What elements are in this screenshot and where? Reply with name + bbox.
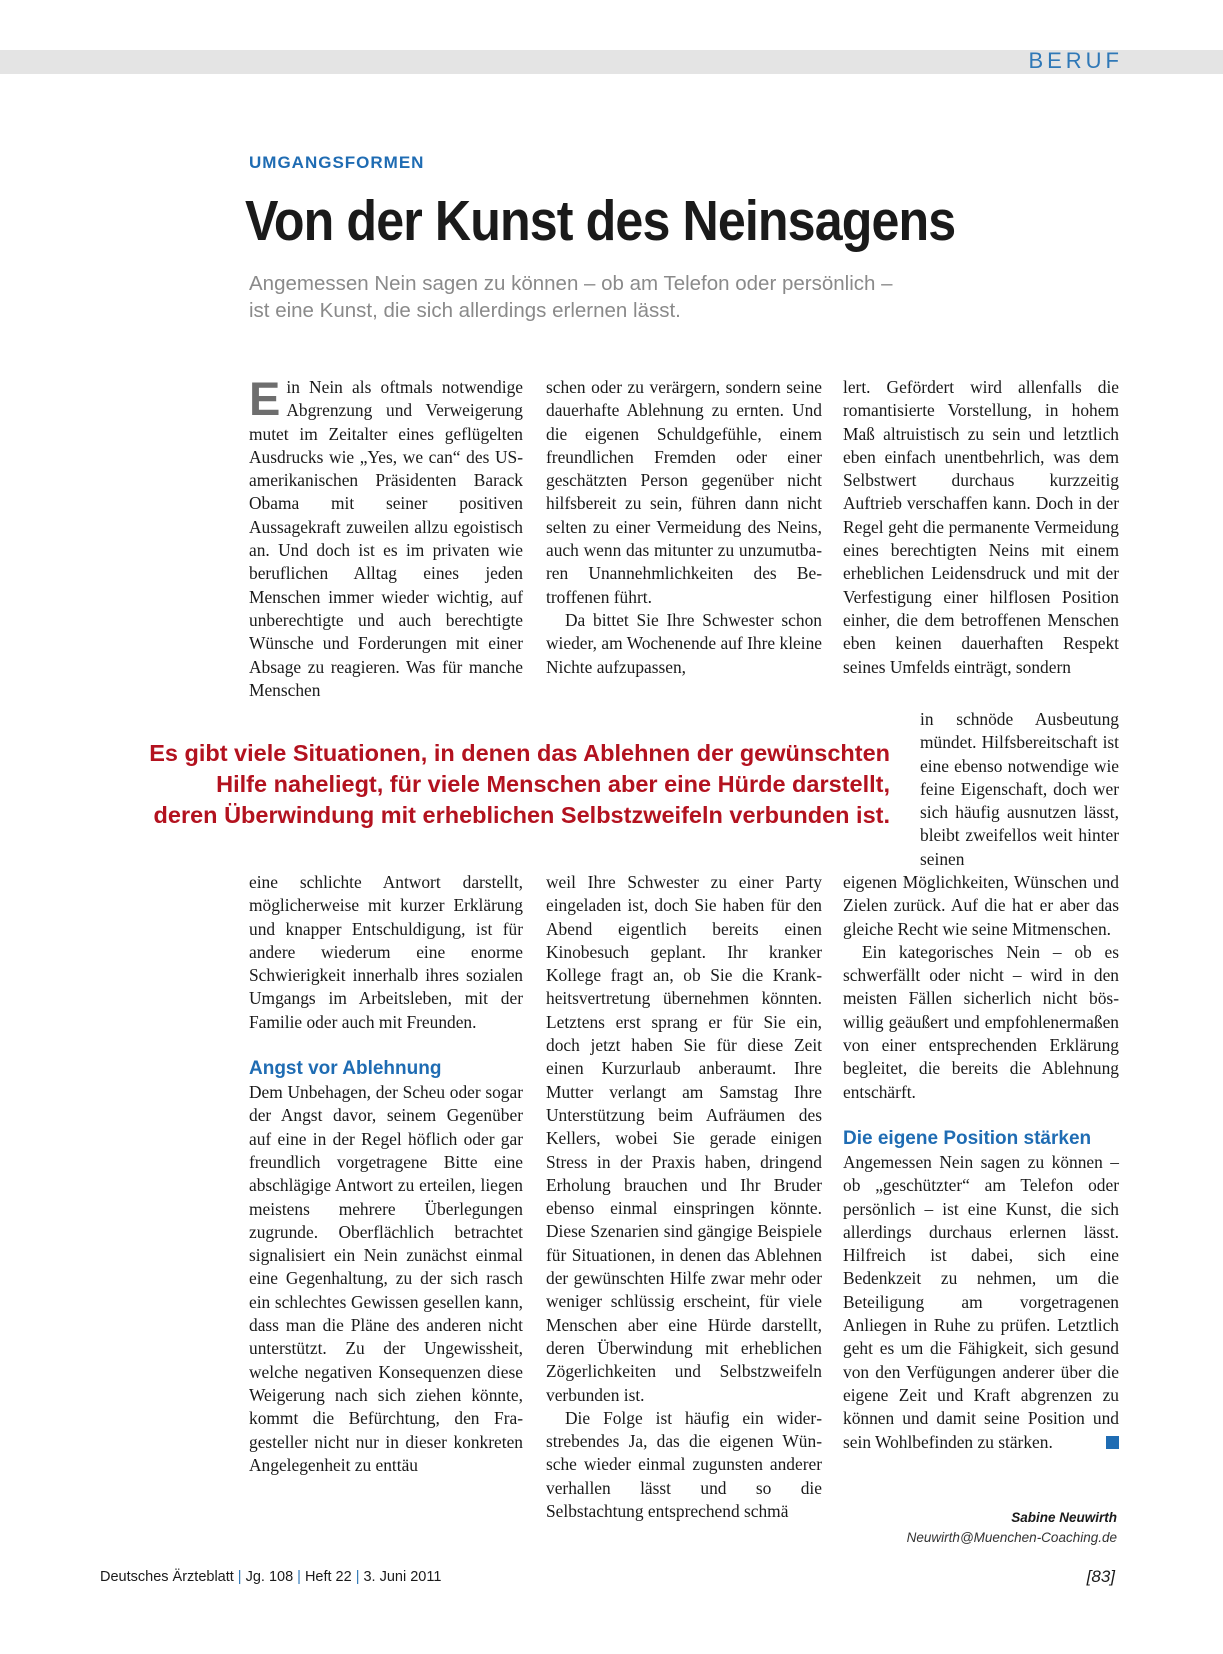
- column-2-bottom: [546, 871, 822, 1523]
- section-heading: Die eigene Position stärken: [843, 1127, 1092, 1149]
- column-3-top: [843, 376, 1119, 679]
- drop-cap: E: [249, 372, 281, 425]
- column-1-bottom: [249, 871, 523, 1477]
- journal-volume: Jg. 108: [245, 1569, 294, 1585]
- journal-date: 3. Juni 2011: [363, 1569, 442, 1585]
- pull-quote-line: Hilfe naheliegt, für viele Menschen aber eine Hürde darstellt,: [216, 771, 890, 797]
- subtitle-line: ist eine Kunst, die sich allerdings erlernen lässt.: [249, 299, 681, 322]
- end-mark-icon: [1106, 1436, 1119, 1449]
- pull-quote-line: Es gibt viele Situationen, in denen das Ablehnen der gewünschten: [149, 740, 890, 766]
- body-paragraph: schen oder zu verärgern, sondern seine dauerhafte Ablehnung zu ernten. Und die eigenen Schuldgefühle, einem freundlichen Fremden oder einer geschätzten Person gegenüber nicht hilfsbereit zu sein, führen dann nicht selten zu einer Vermeidung des Neins, auch wenn das mitunter zu unzumutbaren Unannehmlichkeiten des Betroffenen führt.: [546, 377, 822, 607]
- column-3-bottom: [843, 871, 1119, 1454]
- column-2-top: [546, 376, 822, 679]
- pull-quote: [120, 738, 890, 831]
- separator: |: [297, 1569, 301, 1585]
- journal-issue: Heft 22: [304, 1569, 352, 1585]
- author-name: Sabine Neuwirth: [1011, 1510, 1117, 1525]
- column-3-narrow: [920, 708, 1119, 871]
- body-paragraph: Da bittet Sie Ihre Schwester schon wieder, am Wochenende auf Ihre kleine Nichte aufzupassen,: [546, 609, 822, 677]
- article-title: Von der Kunst des Neinsagens: [245, 189, 956, 253]
- body-paragraph: lert. Gefördert wird allenfalls die romantisierte Vorstellung, in hohem Maß altruistisch zu sein und letztlich eben einfach unentbehrlich, was dem Selbstwert durchaus kurzzeitig Auftrieb verschaffen kann. Doch in der Regel geht die permanente Vermeidung eines berechtigten Neins mit einem erheblichen Leidensdruck und mit der Verfestigung einer hilflosen Position einher, die dem betroffenen Menschen eben keinen dauerhaften Respekt seines Umfelds einträgt, sondern: [843, 377, 1119, 677]
- separator: |: [355, 1569, 360, 1585]
- column-1-top: [249, 372, 523, 702]
- body-paragraph: eine schlichte Antwort darstellt, möglicherweise mit kurzer Erklärung und knapper Entschuldigung, ist für andere wiederum eine enorme Schwierigkeit innerhalb ihres sozialen Umgangs im Arbeitsleben, mit der Familie oder auch mit Freunden.: [249, 872, 523, 1032]
- body-paragraph: weil Ihre Schwester zu einer Party eingeladen ist, doch Sie haben für den Abend eigentlich bereits einen Kinobesuch geplant. Ihr kranker Kollege fragt an, ob Sie die Krankheitsvertretung übernehmen könnten. Letztens erst sprang er für Sie ein, doch jetzt haben Sie für diese Zeit einen Kurzurlaub anberaumt. Ihre Mutter verlangt am Samstag Ihre Unterstützung beim Aufräumen des Kellers, wobei Sie gerade einigen Stress in der Praxis haben, dringend Erholung brauchen und Ihr Bruder ebenso einmal einspringen könnte. Diese Szenarien sind gängige Beispiele für Situationen, in denen das Ablehnen der gewünschten Hilfe zwar mehr oder weniger schlüssig erscheint, für viele Menschen aber eine Hürde darstellt, deren Überwindung mit erheblichen Zögerlichkeiten und Selbstzweifeln verbunden ist.: [546, 872, 822, 1405]
- body-text: Angemessen Nein sagen zu können – ob „geschützter“ am Telefon oder persönlich – ist eine Kunst, die sich allerdings durchaus erlernen lässt. Hilfreich ist dabei, sich eine Bedenkzeit zu nehmen, um die Beteiligung am vorgetragenen Anliegen in Ruhe zu prüfen. Letztlich geht es um die Fähigkeit, sich gesund von den Verfügungen anderer über die eigene Zeit und Kraft abgrenzen zu können und damit seine Position und sein Wohlbefinden zu stärken.: [843, 1151, 1119, 1452]
- subtitle-line: Angemessen Nein sagen zu können – ob am Telefon oder persönlich –: [249, 272, 893, 295]
- body-text: in Nein als oftmals notwendige Abgrenzung und Verweigerung mutet im Zeitalter eines geflügelten Ausdrucks wie „Yes, we can“ des US-amerikanischen Präsidenten Barack Obama mit seiner positiven Aussagekraft zuweilen allzu egoistisch an. Und doch ist es im privaten wie beruflichen Alltag eines jeden Menschen immer wieder wichtig, auf unberechtigte und auch berechtigte Wünsche und Forderungen mit einer Absage zu reagieren. Was für manche Menschen: [249, 377, 523, 700]
- journal-name: Deutsches Ärzteblatt: [100, 1569, 234, 1585]
- article-kicker: UMGANGSFORMEN: [249, 153, 425, 172]
- body-paragraph: in schnöde Ausbeutung mündet. Hilfsbereitschaft ist eine ebenso notwendige wie feine Eigenschaft, doch wer sich häufig ausnutzen lässt, bleibt zweifellos weit hinter seinen: [920, 709, 1119, 869]
- article-subtitle: [249, 270, 1009, 324]
- section-label: BERUF: [1028, 48, 1123, 73]
- separator: |: [237, 1569, 242, 1585]
- body-paragraph: [843, 1151, 1119, 1454]
- page-number: [83]: [1086, 1567, 1115, 1586]
- footer: [100, 1569, 441, 1585]
- body-paragraph: Ein kategorisches Nein – ob es schwerfällt oder nicht – wird in den meisten Fällen sicherlich nicht böswillig geäußert und empfohlenermaßen von einer entsprechenden Erklärung begleitet, die bereits die Ablehnung entschärft.: [843, 941, 1119, 1102]
- body-paragraph: Die Folge ist häufig ein widerstrebendes Ja, das die eigenen Wünsche wieder einmal zugunsten anderer verhallen lässt und so die Selbstachtung entsprechend schmä: [546, 1407, 822, 1522]
- body-paragraph: eigenen Möglichkeiten, Wünschen und Zielen zurück. Auf die hat er aber das gleiche Recht wie seine Mitmenschen.: [843, 872, 1119, 939]
- author-email: Neuwirth@Muenchen-Coaching.de: [906, 1530, 1117, 1545]
- body-paragraph: Dem Unbehagen, der Scheu oder sogar der Angst davor, seinem Gegenüber auf eine in der Regel höflich oder gar freundlich vorgetragene Bitte eine abschlägige Antwort zu erteilen, liegen meistens mehrere Überlegungen zugrunde. Oberflächlich betrachtet signalisiert ein Nein zunächst einmal eine Gegenhaltung, zu der sich rasch ein schlechtes Gewissen gesellen kann, dass man die Pläne des anderen nicht unterstützt. Zu der Ungewissheit, welche negativen Konsequenzen diese Weigerung nach sich ziehen könnte, kommt die Befürchtung, den Fragesteller nicht nur in dieser konkreten Angelegenheit zu enttäu: [249, 1082, 523, 1475]
- pull-quote-line: deren Überwindung mit erheblichen Selbstzweifeln verbunden ist.: [153, 802, 890, 828]
- section-heading: Angst vor Ablehnung: [249, 1058, 442, 1080]
